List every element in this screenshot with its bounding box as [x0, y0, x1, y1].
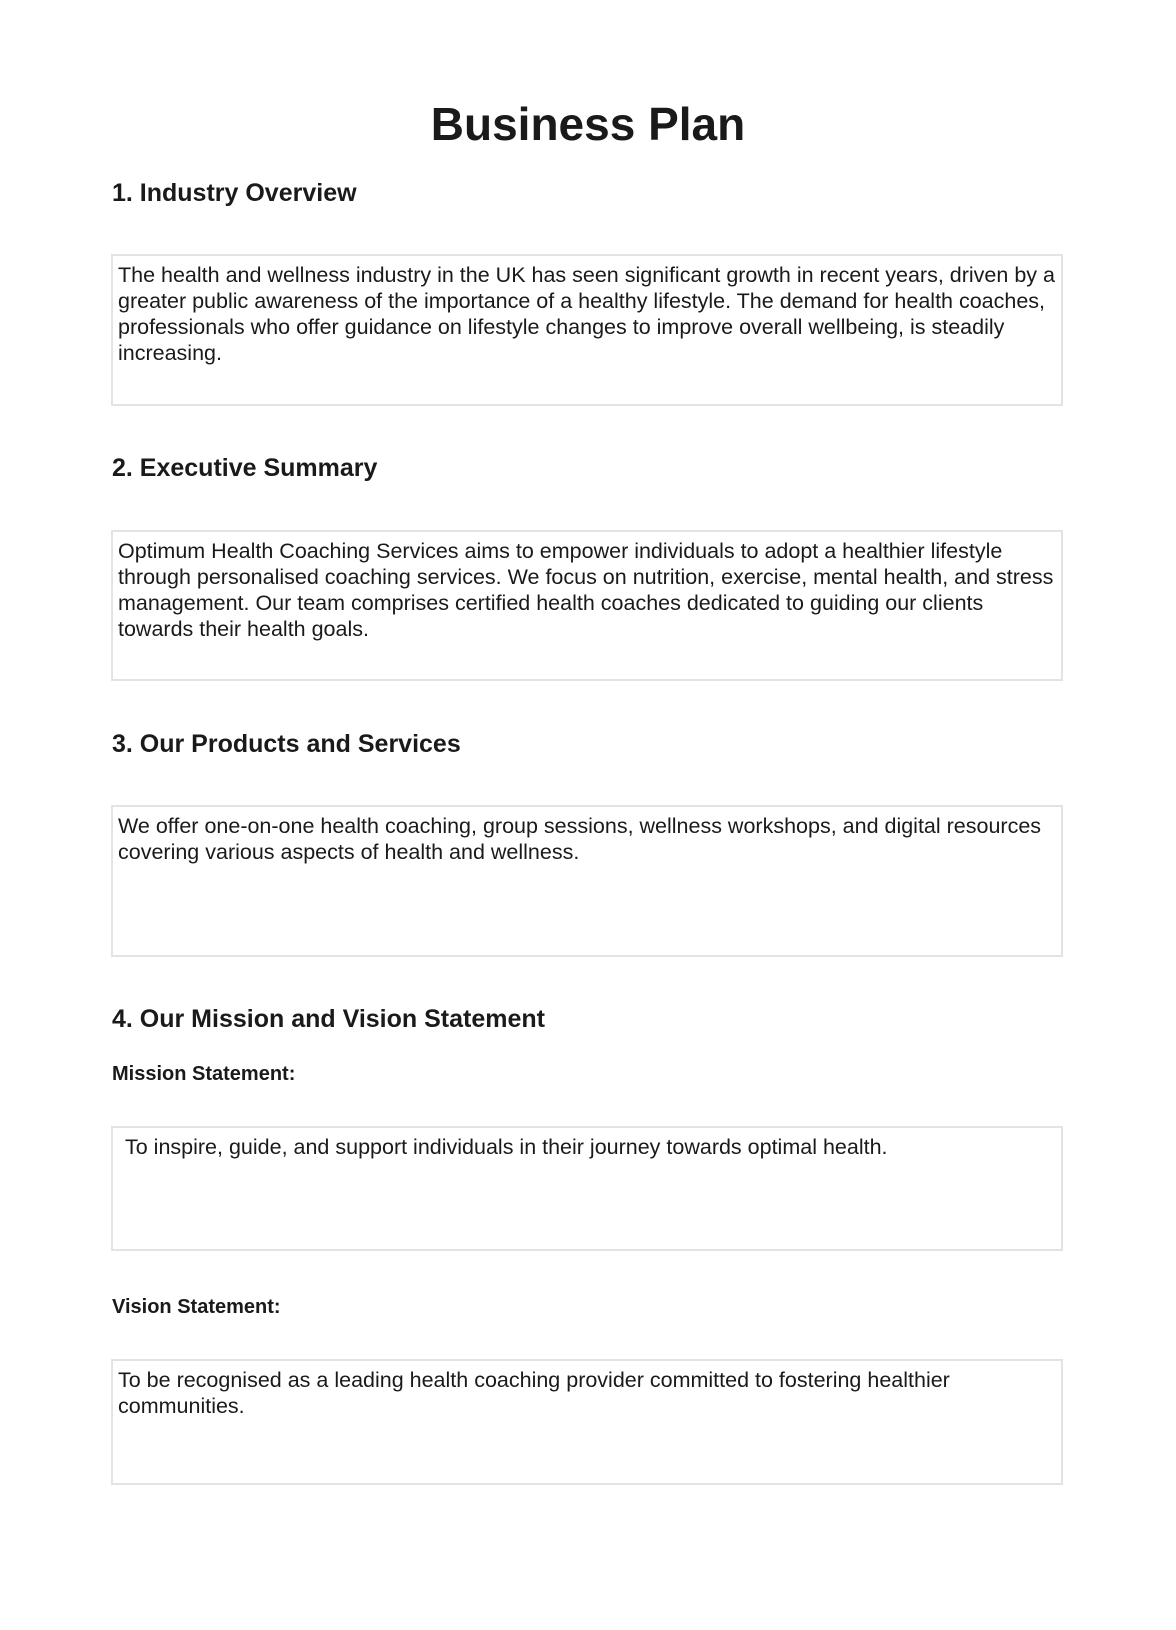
- products-services-field[interactable]: We offer one-on-one health coaching, group sessions, wellness workshops, and digital resources covering various aspects of health and wellness.: [111, 805, 1063, 957]
- executive-summary-field[interactable]: Optimum Health Coaching Services aims to empower individuals to adopt a healthier lifestyle through personalised coaching services. We focus on nutrition, exercise, mental health, and stress management. Our team comprises certified health coaches dedicated to guiding our clients towards their health goals.: [111, 530, 1063, 681]
- industry-overview-field[interactable]: The health and wellness industry in the UK has seen significant growth in recent years, driven by a greater public awareness of the importance of a healthy lifestyle. The demand for health coaches, professionals who offer guidance on lifestyle changes to improve overall wellbeing, is steadily increasing.: [111, 254, 1063, 406]
- section-heading-executive-summary: 2. Executive Summary: [112, 454, 378, 482]
- mission-statement-label: Mission Statement:: [112, 1063, 296, 1085]
- vision-statement-label: Vision Statement:: [112, 1296, 281, 1318]
- vision-statement-field[interactable]: To be recognised as a leading health coaching provider committed to fostering healthier communities.: [111, 1359, 1063, 1485]
- mission-statement-field[interactable]: To inspire, guide, and support individuals in their journey towards optimal health.: [111, 1126, 1063, 1251]
- section-heading-mission-vision: 4. Our Mission and Vision Statement: [112, 1005, 545, 1033]
- section-heading-industry-overview: 1. Industry Overview: [112, 179, 357, 207]
- section-heading-products-services: 3. Our Products and Services: [112, 730, 461, 758]
- page-title: Business Plan: [430, 98, 746, 150]
